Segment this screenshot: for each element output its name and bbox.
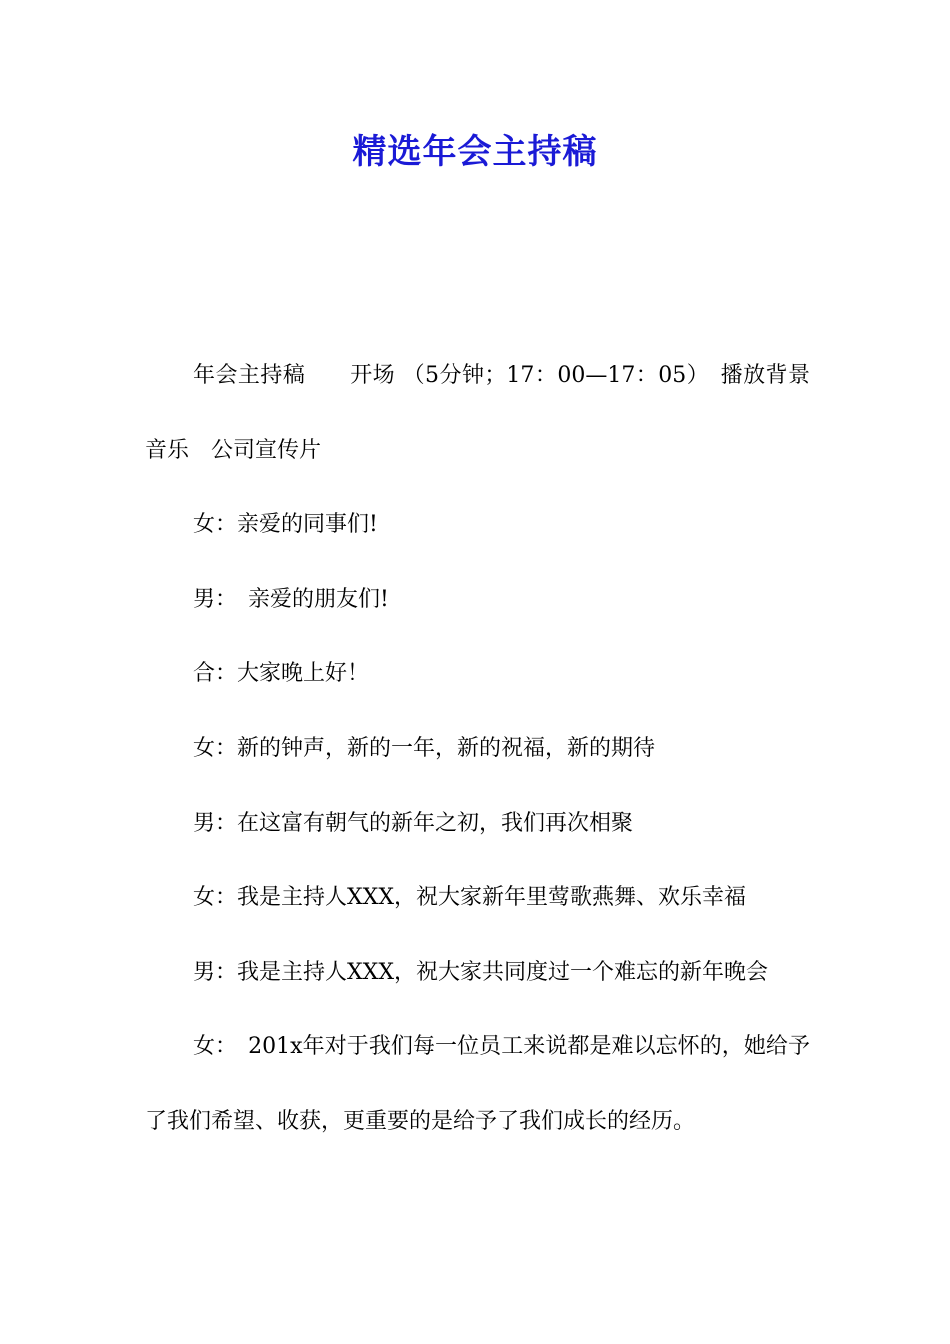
paragraph-line: 男： 亲爱的朋友们! [193,586,389,612]
document-body [145,339,810,1160]
paragraph-line: 合：大家晚上好！ [193,661,370,687]
document-title: 精选年会主持稿 [352,132,598,172]
paragraph-line: 男：在这富有朝气的新年之初，我们再次相聚 [193,810,634,836]
paragraph-opening: 年会主持稿 开场 （5分钟；17：00—17：05） 播放背景音乐 公司宣传片 [145,363,810,463]
paragraph-line: 女：新的钟声，新的一年，新的祝福，新的期待 [193,735,656,761]
paragraph-line: 男：我是主持人XXX，祝大家共同度过一个难忘的新年晚会 [193,959,768,985]
paragraph-line: 女： 201x年对于我们每一位员工来说都是难以忘怀的，她给予了我们希望、收获，更重要的是给予了我们成长的经历。 [145,1034,810,1134]
paragraph-line: 女：我是主持人XXX，祝大家新年里莺歌燕舞、欢乐幸福 [193,885,746,911]
paragraph-line: 女：亲爱的同事们! [193,512,378,538]
